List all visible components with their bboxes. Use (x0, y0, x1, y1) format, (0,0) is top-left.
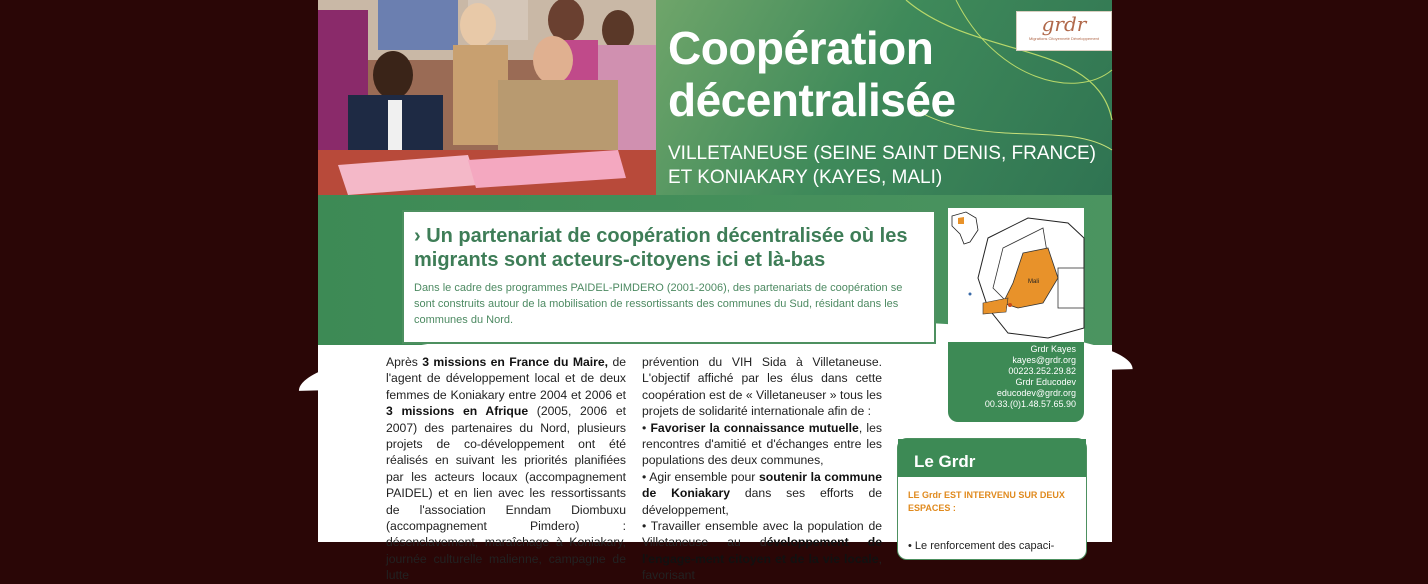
subtitle-line-2: ET KONIAKARY (KAYES, MALI) (668, 167, 943, 188)
document-page (318, 0, 1112, 583)
bullet-text: • (642, 420, 651, 435)
logo-text: grdr (1041, 12, 1087, 36)
intro-box (402, 210, 936, 344)
contact-email[interactable]: educodev@grdr.org (996, 388, 1076, 398)
contact-phone: 00223.252.29.82 (1008, 366, 1076, 376)
bullet-text: dans ses efforts de développement, (642, 486, 883, 517)
bullet-text: • Travailler ensemble avec la population de Villetaneuse au d (642, 519, 882, 550)
contact-email[interactable]: kayes@grdr.org (1012, 355, 1076, 365)
body-text: (2005, 2006 et 2007) des partenaires du Nord, plusieurs projets de co-développement ont été réalisés en suivant les priorités planifiées par les acteurs locaux (accompagnement PAIDEL) et en lien avec les ressortissants de l'association Enndam Diombuxu (accompagnement Pimdero) : désenclavement, maraîchage à Koniakary, journée culturelle malienne, campagne de lutte (386, 404, 626, 583)
title-line-2: décentralisée (668, 74, 956, 126)
map-label: Mali (1028, 279, 1040, 285)
bullet-text: , favorisant (642, 551, 882, 583)
bullet-bold: éveloppement de l'engage-ment citoyen et de la vie locale (642, 535, 882, 566)
body-column-1 (386, 354, 626, 584)
title-line-1: Coopération (668, 22, 934, 74)
logo-subtext: Migrations Citoyenneté Développement (1028, 36, 1100, 41)
bullet-item (642, 420, 882, 469)
body-text: de l'agent de développement local et de deux femmes de Koniakary entre 2004 et 2006 et (386, 355, 627, 402)
subtitle-line-1: VILLETANEUSE (SEINE SAINT DENIS, FRANCE) (668, 143, 1096, 164)
body-paragraph: prévention du VIH Sida à Villetaneuse. L'objectif affiché par les élus dans cette coopération est de « Villetaneuser » tous les projets de solidarité internationale afin de : (642, 355, 882, 419)
map-illustration (948, 208, 1084, 342)
contact-info (948, 342, 1084, 422)
bullet-item (642, 469, 882, 518)
contact-line: Grdr Educodev (1015, 377, 1076, 387)
intro-title: › Un partenariat de coopération décentralisée où les migrants sont acteurs-citoyens ici et là-bas (414, 225, 908, 271)
body-text: Après (386, 355, 423, 369)
bullet-text: , les rencontres d'amitié et d'échanges entre les populations des deux communes, (642, 420, 882, 468)
bullet-text: • Agir ensemble pour (642, 469, 759, 484)
photo-illustration (318, 0, 656, 210)
location-map (948, 208, 1084, 342)
bullet-item (642, 518, 882, 584)
contact-phone: 00.33.(0)1.48.57.65.90 (984, 399, 1076, 409)
contact-line: Grdr Kayes (1030, 344, 1076, 354)
grdr-sidebar (897, 438, 1087, 560)
bullet-bold: soutenir la commune de Koniakary (642, 469, 882, 501)
signing-ceremony-photo (318, 0, 656, 210)
sidebar-heading: Le Grdr (898, 439, 1086, 477)
page-title (668, 22, 956, 126)
body-bold: 3 missions en Afrique (386, 404, 529, 419)
sidebar-subheading: LE Grdr EST INTERVENU SUR DEUX ESPACES : (908, 490, 1065, 513)
bullet-bold: Favoriser la connaissance mutuelle (650, 420, 859, 435)
body-bold: 3 missions en France du Maire, (422, 355, 609, 369)
grdr-logo (1016, 11, 1112, 51)
sidebar-item: • Le renforcement des capaci- (908, 540, 1055, 552)
intro-text: Dans le cadre des programmes PAIDEL-PIMDERO (2001-2006), des partenariats de coopération se sont construits autour de la mobilisation de ressortissants des communes du Sud, résidant dans les communes du Nord. (414, 282, 903, 326)
page-subtitle (668, 142, 1096, 190)
body-column-2 (642, 354, 882, 584)
